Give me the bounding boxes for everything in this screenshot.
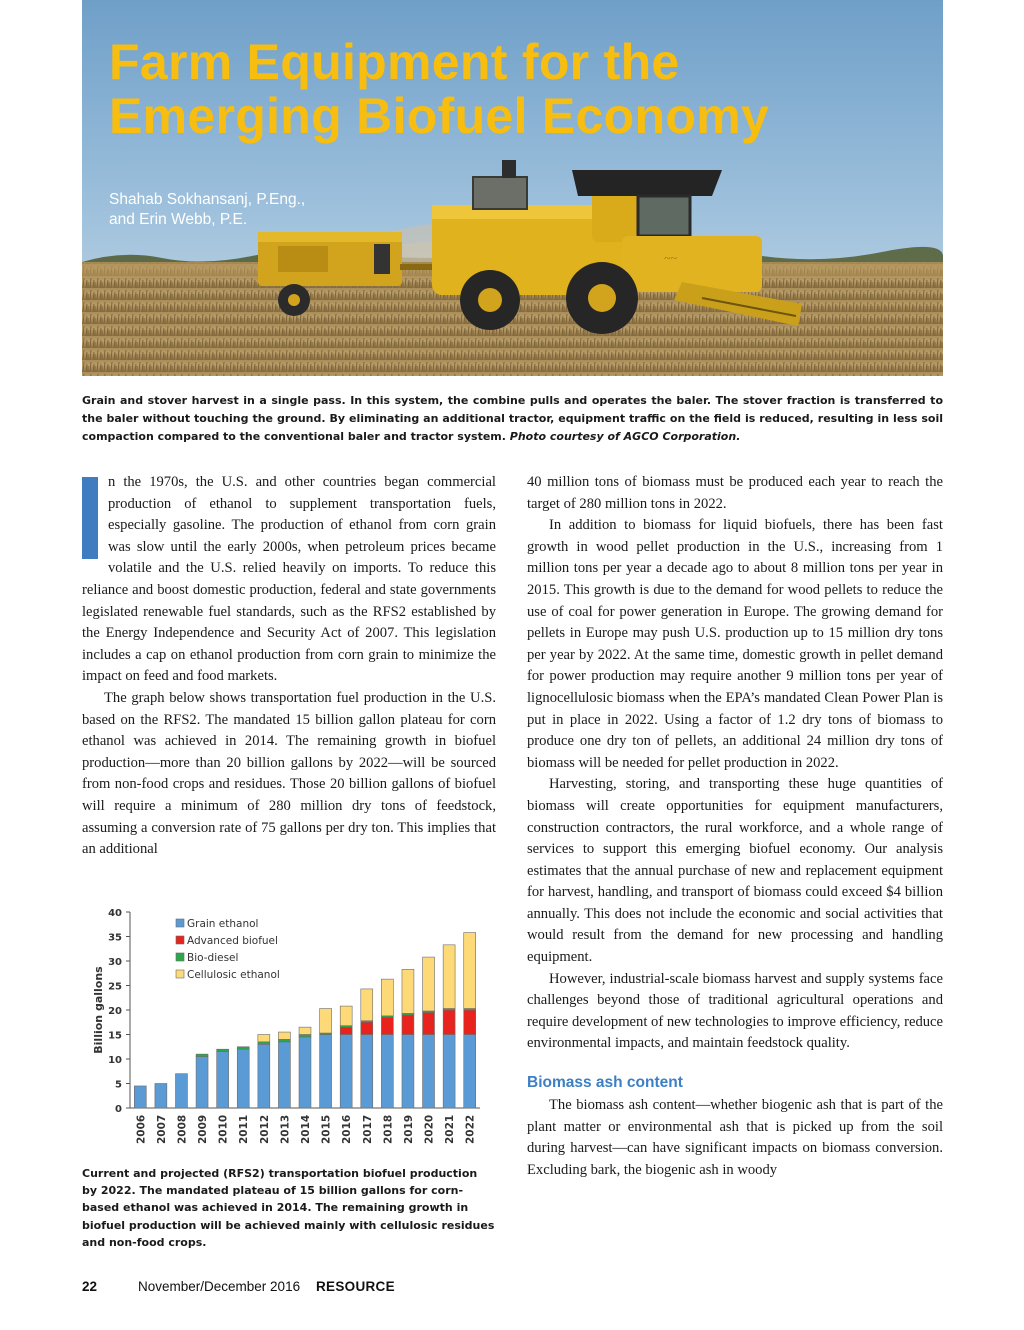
article-authors (109, 190, 305, 230)
paragraph: The biomass ash content—whether biogenic ash that is part of the plant matter or environmental ash that is picked up from the soil during harvest—can have significant impacts on biomass conversion. Excluding bark, the biogenic ash in woody (527, 1097, 943, 1178)
bar-segment (278, 1039, 290, 1041)
y-tick-label: 30 (108, 957, 122, 968)
x-tick-label: 2011 (238, 1114, 251, 1144)
page-footer (82, 1279, 395, 1294)
y-tick-label: 10 (108, 1055, 122, 1066)
bar-segment (320, 1009, 332, 1034)
y-tick-label: 40 (108, 908, 122, 919)
x-tick-label: 2021 (444, 1114, 457, 1144)
bar-segment (381, 1017, 393, 1034)
bar-segment (176, 1074, 188, 1108)
bar-segment (381, 979, 393, 1016)
hero-photo (82, 0, 943, 376)
x-tick-label: 2007 (155, 1114, 168, 1144)
bar-segment (258, 1042, 270, 1044)
bar-segment (299, 1037, 311, 1108)
y-axis-label: Billion gallons (92, 966, 105, 1054)
author-line-1: Shahab Sokhansanj, P.Eng., (109, 191, 306, 208)
bar-segment (443, 945, 455, 1009)
x-tick-label: 2018 (382, 1114, 395, 1144)
bar-segment (299, 1035, 311, 1037)
issue-date: November/December 2016 (138, 1279, 301, 1294)
bar-segment (278, 1042, 290, 1108)
y-tick-label: 20 (108, 1006, 122, 1017)
x-tick-label: 2017 (361, 1114, 374, 1144)
bar-segment (361, 989, 373, 1021)
article-title (109, 35, 769, 143)
legend-label: Bio-diesel (187, 952, 239, 964)
legend-swatch (176, 953, 184, 961)
bar-segment (381, 1035, 393, 1109)
bar-segment (299, 1027, 311, 1034)
magazine-name: RESOURCE (316, 1279, 395, 1294)
paragraph: 40 million tons of biomass must be produced each year to reach the target of 280 million tons in 2022. (527, 474, 943, 512)
photo-caption (82, 392, 943, 446)
bar-segment (196, 1057, 208, 1108)
bar-segment (196, 1054, 208, 1056)
x-tick-label: 2014 (300, 1114, 312, 1144)
x-tick-label: 2019 (402, 1114, 415, 1144)
bar-segment (464, 933, 476, 1009)
x-tick-label: 2008 (176, 1114, 189, 1144)
x-tick-label: 2010 (217, 1114, 230, 1144)
y-tick-label: 0 (115, 1104, 122, 1115)
legend-label: Cellulosic ethanol (187, 969, 280, 981)
x-tick-label: 2006 (135, 1114, 148, 1144)
legend-swatch (176, 970, 184, 978)
bar-segment (443, 1035, 455, 1109)
bar-segment (464, 1010, 476, 1035)
paragraph: Harvesting, storing, and transporting these huge quantities of biomass will create opportunities for equipment manufacturers, construction contractors, the rural workforce, and a whole range of services to support this emerging biofuel economy. Our analysis estimates that the annual purchase of new and replacement equipment for harvest, handling, and transport of biomass could exceed $4 billion annually. This does not include the economic and social activities that would result from the demand for new processing and handling equipment. (527, 776, 943, 966)
chart-svg (88, 898, 488, 1160)
dropcap-letter-i (82, 477, 98, 559)
bar-segment (340, 1006, 352, 1026)
bar-segment (423, 1012, 435, 1034)
paragraph: The graph below shows transportation fuel production in the U.S. based on the RFS2. The mandated 15 billion gallon plateau for corn ethanol was achieved in 2014. The remaining growth in biofuel production—more than 20 billion gallons by 2022—will be sourced from non-food crops and residues. Those 20 billion gallons of biofuel will require a minimum of 280 million dry tons of feedstock, assuming a conversion rate of 75 gallons per dry ton. This implies that an additional (82, 689, 496, 858)
title-line-2: Emerging Biofuel Economy (109, 88, 770, 144)
bar-segment (258, 1035, 270, 1042)
title-line-1: Farm Equipment for the (109, 34, 680, 90)
x-tick-label: 2013 (279, 1114, 292, 1144)
bar-segment (237, 1047, 249, 1049)
y-tick-label: 25 (108, 981, 122, 993)
page-number: 22 (82, 1279, 98, 1294)
biofuel-production-chart (88, 898, 488, 1160)
bar-segment (402, 1035, 414, 1109)
bar-segment (340, 1035, 352, 1109)
bar-segment (464, 1035, 476, 1109)
author-line-2: and Erin Webb, P.E. (109, 211, 248, 228)
paragraph: In addition to biomass for liquid biofuels, there has been fast growth in wood pellet production in the U.S., increasing from 1 million tons per year a decade ago to about 8 million tons per year in 2015. This growth is due to the demand for wood pellets to reduce the use of coal for power generation in Europe. The growing demand for pellets in Europe may push U.S. production up to 15 million dry tons per year by 2022. At the same time, domestic growth in pellet demand for power production may require another 9 million tons per year of lignocellulosic biomass when the EPA’s mandated Clean Power Plan is put in place in 2022. Using a factor of 1.2 dry tons of biomass to produce one dry ton of pellets, an additional 24 million dry tons of biomass will be needed for pellet production in 2022. (527, 517, 943, 771)
x-tick-label: 2015 (320, 1114, 333, 1144)
photo-caption-text: Grain and stover harvest in a single pass. In this system, the combine pulls and operates the baler. The stover fraction is transferred to the baler without touching the ground. By eliminating an additional tractor, equipment traffic on the field is reduced, resulting in less soil compaction compared to the conventional baler and tractor system. (82, 394, 943, 443)
bar-segment (443, 1010, 455, 1035)
legend-label: Grain ethanol (187, 918, 259, 930)
x-tick-label: 2012 (258, 1114, 271, 1144)
y-tick-label: 5 (115, 1079, 122, 1091)
bar-segment (423, 957, 435, 1011)
bar-segment (217, 1049, 229, 1051)
bar-segment (402, 1015, 414, 1035)
chart-caption: Current and projected (RFS2) transportation biofuel production by 2022. The mandated plateau of 15 billion gallons for corn-based ethanol was achieved in 2014. The remaining growth in biofuel production will be achieved mainly with cellulosic residues and non-food crops. (82, 1167, 495, 1249)
legend-swatch (176, 919, 184, 927)
section-heading: Biomass ash content (527, 1074, 683, 1092)
x-tick-label: 2009 (197, 1114, 210, 1144)
paragraph-text: n the 1970s, the U.S. and other countries began commercial production of ethanol to supplement transportation fuels, especially gasoline. The production of ethanol from corn grain was slow until the early 2000s, when petroleum prices became volatile and the U.S. relied heavily on imports. To reduce this reliance and boost domestic production, federal and state governments legislated renewable fuel standards, such as the RFS2 established by the Energy Independence and Security Act of 2007. This legislation includes a cap on ethanol production from corn grain to minimize the impact on feed and food markets. (82, 474, 496, 685)
bar-segment (217, 1052, 229, 1108)
x-tick-label: 2020 (423, 1114, 436, 1144)
svg-text:~~: ~~ (664, 251, 677, 265)
bar-segment (134, 1086, 146, 1108)
legend-swatch (176, 936, 184, 944)
bar-segment (361, 1035, 373, 1109)
bar-segment (340, 1027, 352, 1034)
y-tick-label: 15 (108, 1030, 122, 1042)
bar-segment (278, 1032, 290, 1039)
bar-segment (402, 969, 414, 1013)
bar-segment (361, 1022, 373, 1034)
paragraph: However, industrial-scale biomass harvest and supply systems face challenges beyond those of traditional agricultural operations and require development of new technologies to improve efficiency, reduce environmental impacts, and maintain feedstock quality. (527, 970, 943, 1052)
x-tick-label: 2022 (464, 1114, 477, 1144)
bar-segment (258, 1044, 270, 1108)
x-tick-label: 2016 (341, 1114, 354, 1144)
y-tick-label: 35 (108, 932, 122, 944)
photo-credit: Photo courtesy of AGCO Corporation. (509, 430, 741, 443)
bar-segment (423, 1035, 435, 1109)
article-column-left (82, 472, 496, 861)
legend-label: Advanced biofuel (187, 935, 278, 947)
article-column-right (527, 472, 943, 1181)
bar-segment (155, 1084, 167, 1109)
paragraph (82, 472, 496, 688)
bar-segment (237, 1049, 249, 1108)
bar-segment (320, 1035, 332, 1109)
